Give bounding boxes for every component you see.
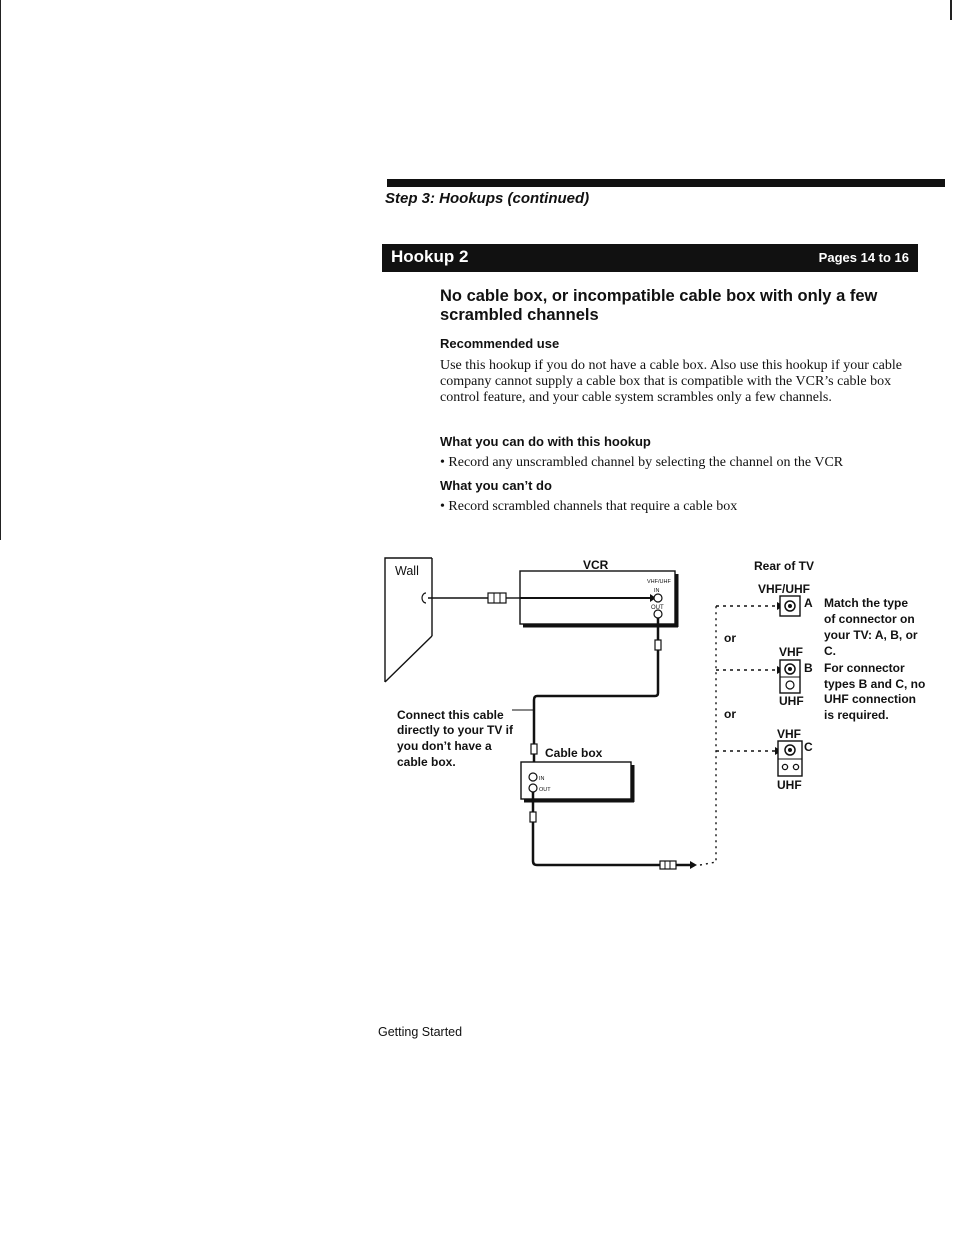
recommended-use-heading: Recommended use bbox=[440, 336, 560, 351]
match-note-line: of connector on bbox=[824, 612, 915, 626]
cant-do-bullet: • Record scrambled channels that require a cable box bbox=[440, 499, 738, 514]
match-note bbox=[824, 596, 918, 658]
vcr-out-label: OUT bbox=[651, 605, 664, 611]
footer-section-name: Getting Started bbox=[378, 1025, 463, 1039]
connector-note-line: UHF connection bbox=[824, 692, 916, 706]
vhf-c-label: VHF bbox=[777, 727, 801, 741]
cablebox-to-tv-cable bbox=[533, 822, 660, 865]
connector-note-line: For connector bbox=[824, 661, 905, 675]
or-label-2: or bbox=[724, 707, 736, 721]
uhf-twin-lead-icon bbox=[782, 764, 787, 769]
connector-type-c bbox=[775, 741, 802, 776]
cablebox-out-label: OUT bbox=[539, 787, 551, 793]
vcr-unit bbox=[520, 558, 678, 627]
vcr-out-jack-icon bbox=[654, 610, 662, 618]
banner-pages: Pages 14 to 16 bbox=[818, 250, 909, 265]
cablebox-in-jack-icon bbox=[529, 773, 537, 781]
vcr-vhfuhf-label: VHF/UHF bbox=[647, 579, 671, 585]
match-note-line: C. bbox=[824, 644, 836, 658]
uhf-b-label: UHF bbox=[779, 694, 804, 708]
wall-label: Wall bbox=[395, 564, 419, 578]
vcr-to-cablebox-cable bbox=[534, 650, 658, 744]
vcr-in-label: IN bbox=[654, 588, 660, 594]
uhf-jack-icon bbox=[786, 681, 794, 689]
vcr-in-jack-icon bbox=[654, 594, 662, 602]
cable-box-unit bbox=[521, 746, 634, 802]
banner-title: Hookup 2 bbox=[391, 247, 469, 266]
cablebox-out-jack-icon bbox=[529, 784, 537, 792]
section-title: No cable box, or incompatible cable box with only a few scrambled channels bbox=[440, 287, 878, 324]
rear-of-tv-label: Rear of TV bbox=[754, 559, 815, 573]
cable-note-line: Connect this cable bbox=[397, 708, 504, 722]
or-label-1: or bbox=[724, 631, 736, 645]
wall-outlet-icon bbox=[422, 593, 426, 603]
can-do-heading: What you can do with this hookup bbox=[440, 434, 651, 449]
vhfuhf-label: VHF/UHF bbox=[758, 582, 810, 596]
type-a-label: A bbox=[804, 596, 813, 610]
match-note-line: your TV: A, B, or bbox=[824, 628, 918, 642]
vhf-b-label: VHF bbox=[779, 645, 803, 659]
cablebox-in-label: IN bbox=[539, 776, 545, 782]
match-note-line: Match the type bbox=[824, 596, 909, 610]
tv-dotted-route bbox=[700, 606, 716, 865]
connector-note-line: is required. bbox=[824, 708, 889, 722]
cable-box-label: Cable box bbox=[545, 746, 603, 760]
cable-note bbox=[397, 708, 514, 769]
can-do-bullet: • Record any unscrambled channel by selecting the channel on the VCR bbox=[440, 455, 844, 470]
vcr-label: VCR bbox=[583, 558, 609, 572]
cable-note-line: you don’t have a bbox=[397, 739, 492, 753]
recommended-use-text: Use this hookup if you do not have a cable box. Also use this hookup if your cable company cannot supply a cable box that is compatible with the VCR’s cable box control feature, and your cable system scrambles only a few channels. bbox=[440, 358, 902, 405]
coax-plug-icon bbox=[660, 861, 676, 869]
connector-type-b bbox=[777, 660, 800, 693]
cant-do-heading: What you can’t do bbox=[440, 478, 552, 493]
connector-type-a bbox=[777, 596, 800, 616]
cable-note-line: cable box. bbox=[397, 755, 456, 769]
coax-plug-icon bbox=[488, 593, 506, 603]
connector-note-line: types B and C, no bbox=[824, 677, 926, 691]
connector-note bbox=[824, 661, 925, 722]
step-heading: Step 3: Hookups (continued) bbox=[385, 190, 590, 207]
uhf-c-label: UHF bbox=[777, 778, 802, 792]
type-c-label: C bbox=[804, 740, 813, 754]
type-b-label: B bbox=[804, 661, 813, 675]
wall bbox=[385, 558, 432, 682]
cable-note-line: directly to your TV if bbox=[397, 723, 514, 737]
